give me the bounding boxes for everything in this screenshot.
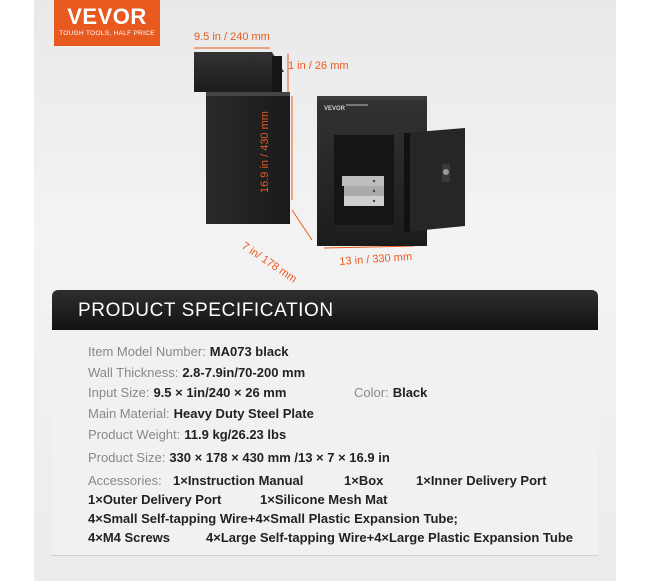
accessory-item: 4×M4 Screws xyxy=(88,530,171,545)
spec-value: 2.8-7.9in/70-200 mm xyxy=(182,365,306,380)
spec-row-input xyxy=(88,385,286,400)
spec-label: Main Material: xyxy=(88,406,170,421)
spec-body xyxy=(52,330,598,556)
spec-row-color xyxy=(354,385,427,400)
spec-label: Input Size: xyxy=(88,385,150,400)
spec-header xyxy=(52,290,598,330)
box-door xyxy=(404,128,465,232)
spec-row-weight xyxy=(88,427,286,442)
accessory-item: 1×Silicone Mesh Mat xyxy=(260,492,388,507)
accessory-item: 4×Small Self-tapping Wire+4×Small Plastic Expansion Tube; xyxy=(88,511,458,526)
accessory-item: 1×Box xyxy=(344,473,384,488)
spec-title: PRODUCT SPECIFICATION xyxy=(78,300,334,321)
accessory-item: 1×Inner Delivery Port xyxy=(416,473,547,488)
logo-tagline: TOUGH TOOLS, HALF PRICE xyxy=(59,30,155,37)
spec-value: 9.5 × 1in/240 × 26 mm xyxy=(153,385,287,400)
dimension-top-thickness: 1 in / 26 mm xyxy=(288,60,349,72)
spec-row-material xyxy=(88,406,314,421)
dimension-bottom-width: 13 in / 330 mm xyxy=(339,250,413,268)
spec-label: Product Weight: xyxy=(88,427,181,442)
spec-value: Black xyxy=(392,385,428,400)
spec-label: Item Model Number: xyxy=(88,344,206,359)
product-stage xyxy=(34,0,616,581)
dimension-width: 9.5 in / 240 mm xyxy=(194,31,270,43)
spec-row-size xyxy=(88,450,390,465)
spec-value: 330 × 178 × 430 mm /13 × 7 × 16.9 in xyxy=(169,450,390,465)
spec-label: Accessories: xyxy=(88,473,162,488)
box-brand-label: VEVOR xyxy=(324,106,346,112)
spec-value: 11.9 kg/26.23 lbs xyxy=(184,427,287,442)
spec-value: MA073 black xyxy=(209,344,289,359)
dimension-height: 16.9 in / 430 mm xyxy=(259,111,271,193)
accessory-item: 1×Instruction Manual xyxy=(173,473,304,488)
dimension-depth: 7 in/ 178 mm xyxy=(239,240,299,286)
accessory-item: 4×Large Self-tapping Wire+4×Large Plastic Expansion Tube xyxy=(206,530,573,545)
spec-label: Product Size: xyxy=(88,450,166,465)
drop-box-illustration xyxy=(34,0,616,290)
spec-label: Color: xyxy=(354,385,389,400)
spec-row-accessories xyxy=(88,473,162,488)
spec-row-wall xyxy=(88,365,305,380)
logo-brand: VEVOR xyxy=(67,4,147,29)
spec-label: Wall Thickness: xyxy=(88,365,179,380)
spec-value: Heavy Duty Steel Plate xyxy=(173,406,314,421)
accessory-item: 1×Outer Delivery Port xyxy=(88,492,222,507)
spec-row-model xyxy=(88,344,289,359)
